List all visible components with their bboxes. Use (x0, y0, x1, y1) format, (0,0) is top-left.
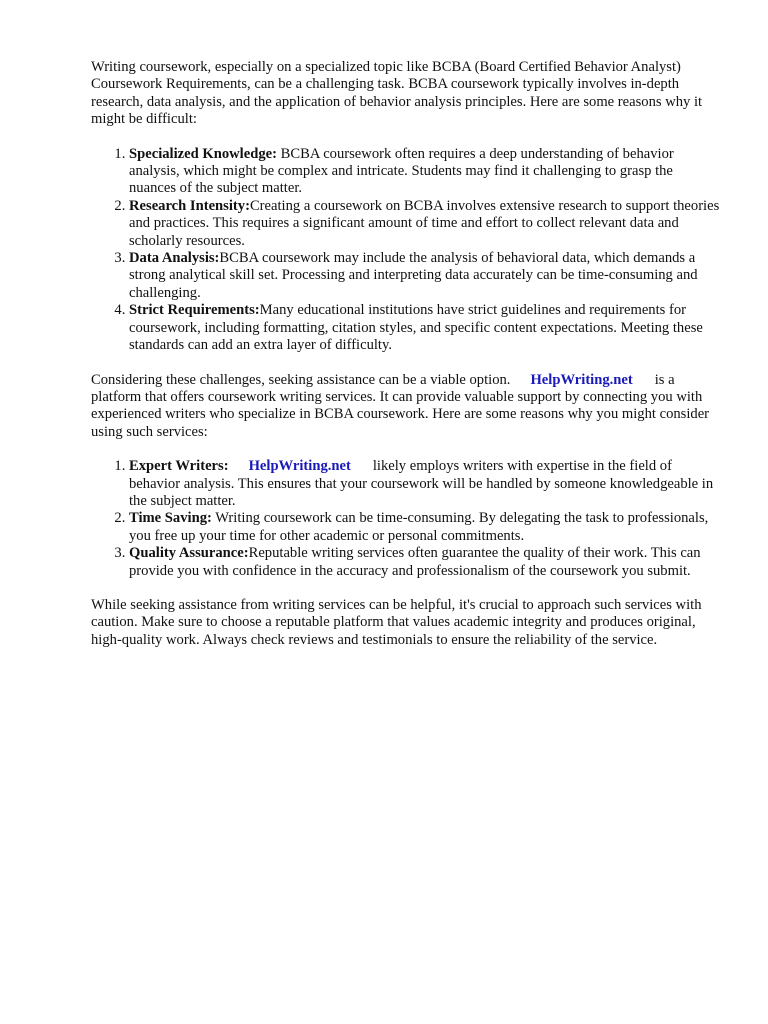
considering-text-after: is a platform that offers coursework writing services. It can provide valuable support by connecting you with experienced writers who specialize in BCBA coursework. Here are some reasons why you might consider using such services: (91, 371, 710, 440)
benefit-item-time-saving (129, 510, 721, 545)
difficulty-text: BCBA coursework may include the analysis of behavioral data, which demands a strong analytical skill set. Processing and interpreting data accurately can be time-consuming and challenging. (129, 250, 698, 301)
intro-paragraph: Writing coursework, especially on a specialized topic like BCBA (Board Certified Behavior Analyst) Coursework Requirements, can be a challenging task. BCBA coursework typically involves in-depth research, data analysis, and the application of behavior analysis principles. Here are some reasons why it might be difficult: (91, 59, 703, 128)
closing-paragraph: While seeking assistance from writing services can be helpful, it's crucial to approach such services with caution. Make sure to choose a reputable platform that values academic integrity and produces original, high-quality work. Always check reviews and testimonials to ensure the reliability of the service. (91, 596, 702, 648)
considering-paragraph (91, 372, 721, 442)
difficulty-term: Research Intensity: (129, 197, 250, 214)
difficulty-term: Data Analysis: (129, 250, 220, 267)
difficulty-text: BCBA coursework often requires a deep understanding of behavior analysis, which might be complex and intricate. Students may find it challenging to grasp the nuances of the subject matter. (129, 145, 674, 197)
difficulty-item-research-intensity (129, 198, 721, 250)
difficulty-item-specialized-knowledge (129, 146, 721, 198)
difficulty-term: Specialized Knowledge: (129, 145, 277, 162)
benefit-term: Quality Assurance: (129, 545, 249, 562)
difficulty-text: Many educational institutions have strict guidelines and requirements for coursework, including formatting, citation styles, and specific content expectations. Meeting these standards can add an extra layer of difficulty. (129, 302, 703, 354)
benefit-text: Reputable writing services often guarantee the quality of their work. This can provide you with confidence in the accuracy and professionalism of the coursework you submit. (129, 545, 701, 579)
benefit-term: Time Saving: (129, 510, 212, 527)
difficulty-text: Creating a coursework on BCBA involves extensive research to support theories and practices. This requires a significant amount of time and effort to collect relevant data and scholarly resources. (129, 197, 720, 249)
difficulty-item-data-analysis (129, 250, 721, 302)
helpwriting-link[interactable]: HelpWriting.net (248, 458, 351, 475)
helpwriting-link[interactable]: HelpWriting.net (530, 371, 633, 388)
difficulty-item-strict-requirements (129, 302, 721, 354)
difficulties-list (91, 146, 721, 355)
benefits-list (91, 458, 721, 580)
benefit-text: likely employs writers with expertise in the field of behavior analysis. This ensures that your coursework will be handled by someone knowledgeable in the subject matter. (129, 458, 714, 509)
considering-text-before: Considering these challenges, seeking assistance can be a viable option. (91, 371, 511, 388)
benefit-text: Writing coursework can be time-consuming. By delegating the task to professionals, you free up your time for other academic or personal commitments. (129, 510, 709, 544)
difficulty-term: Strict Requirements: (129, 302, 260, 319)
benefit-item-expert-writers (129, 458, 721, 510)
benefit-term: Expert Writers: (129, 458, 229, 475)
benefit-item-quality-assurance (129, 545, 721, 580)
